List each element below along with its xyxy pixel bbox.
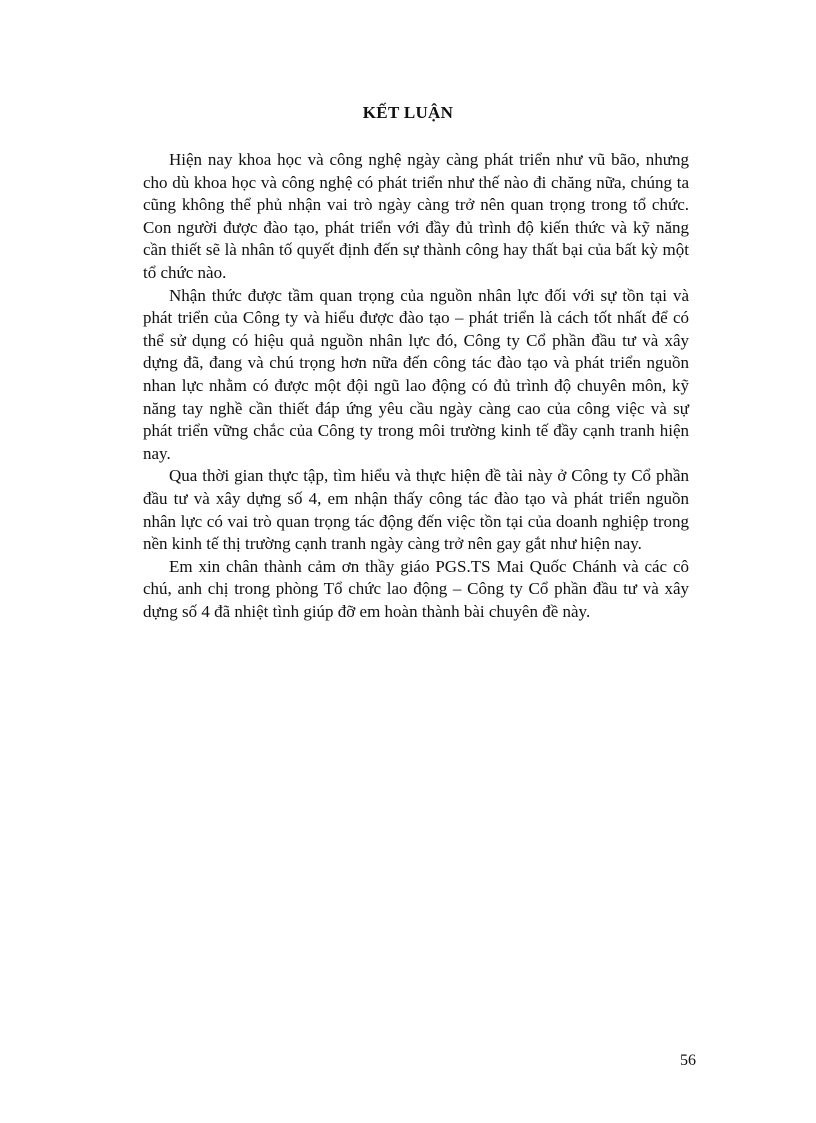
body-text bbox=[143, 149, 689, 623]
paragraph-3: Qua thời gian thực tập, tìm hiểu và thực hiện đề tài này ở Công ty Cổ phần đầu tư và xây dựng số 4, em nhận thấy công tác đào tạo và phát triển nguồn nhân lực có vai trò quan trọng tác động đến việc tồn tại của doanh nghiệp trong nền kinh tế thị trường cạnh tranh ngày càng trở nên gay gắt như hiện nay. bbox=[143, 466, 689, 554]
page-number: 56 bbox=[680, 1052, 696, 1069]
paragraph-1: Hiện nay khoa học và công nghệ ngày càng phát triển như vũ bão, nhưng cho dù khoa học và công nghệ có phát triển như thế nào đi chăng nữa, chúng ta cũng không thể phủ nhận vai trò ngày càng trở nên quan trọng trong tổ chức. Con người được đào tạo, phát triển với đầy đủ trình độ kiến thức và kỹ năng cần thiết sẽ là nhân tố quyết định đến sự thành công hay thất bại của bất kỳ một tổ chức nào. bbox=[143, 150, 689, 282]
page-title: KẾT LUẬN bbox=[362, 103, 454, 122]
paragraph-2: Nhận thức được tầm quan trọng của nguồn nhân lực đối với sự tồn tại và phát triển của Công ty và hiểu được đào tạo – phát triển là cách tốt nhất để có thể sử dụng có hiệu quả nguồn nhân lực đó, Công ty Cổ phần đầu tư và xây dựng đã, đang và chú trọng hơn nữa đến công tác đào tạo và phát triển nguồn nhan lực nhằm có được một đội ngũ lao động có đủ trình độ chuyên môn, kỹ năng tay nghề cần thiết đáp ứng yêu cầu ngày càng cao của công việc và sự phát triển vững chắc của Công ty trong môi trường kinh tế đầy cạnh tranh hiện nay. bbox=[143, 285, 689, 463]
paragraph-4: Em xin chân thành cảm ơn thầy giáo PGS.TS Mai Quốc Chánh và các cô chú, anh chị trong phòng Tổ chức lao động – Công ty Cổ phần đầu tư và xây dựng số 4 đã nhiệt tình giúp đỡ em hoàn thành bài chuyên đề này. bbox=[143, 556, 689, 621]
